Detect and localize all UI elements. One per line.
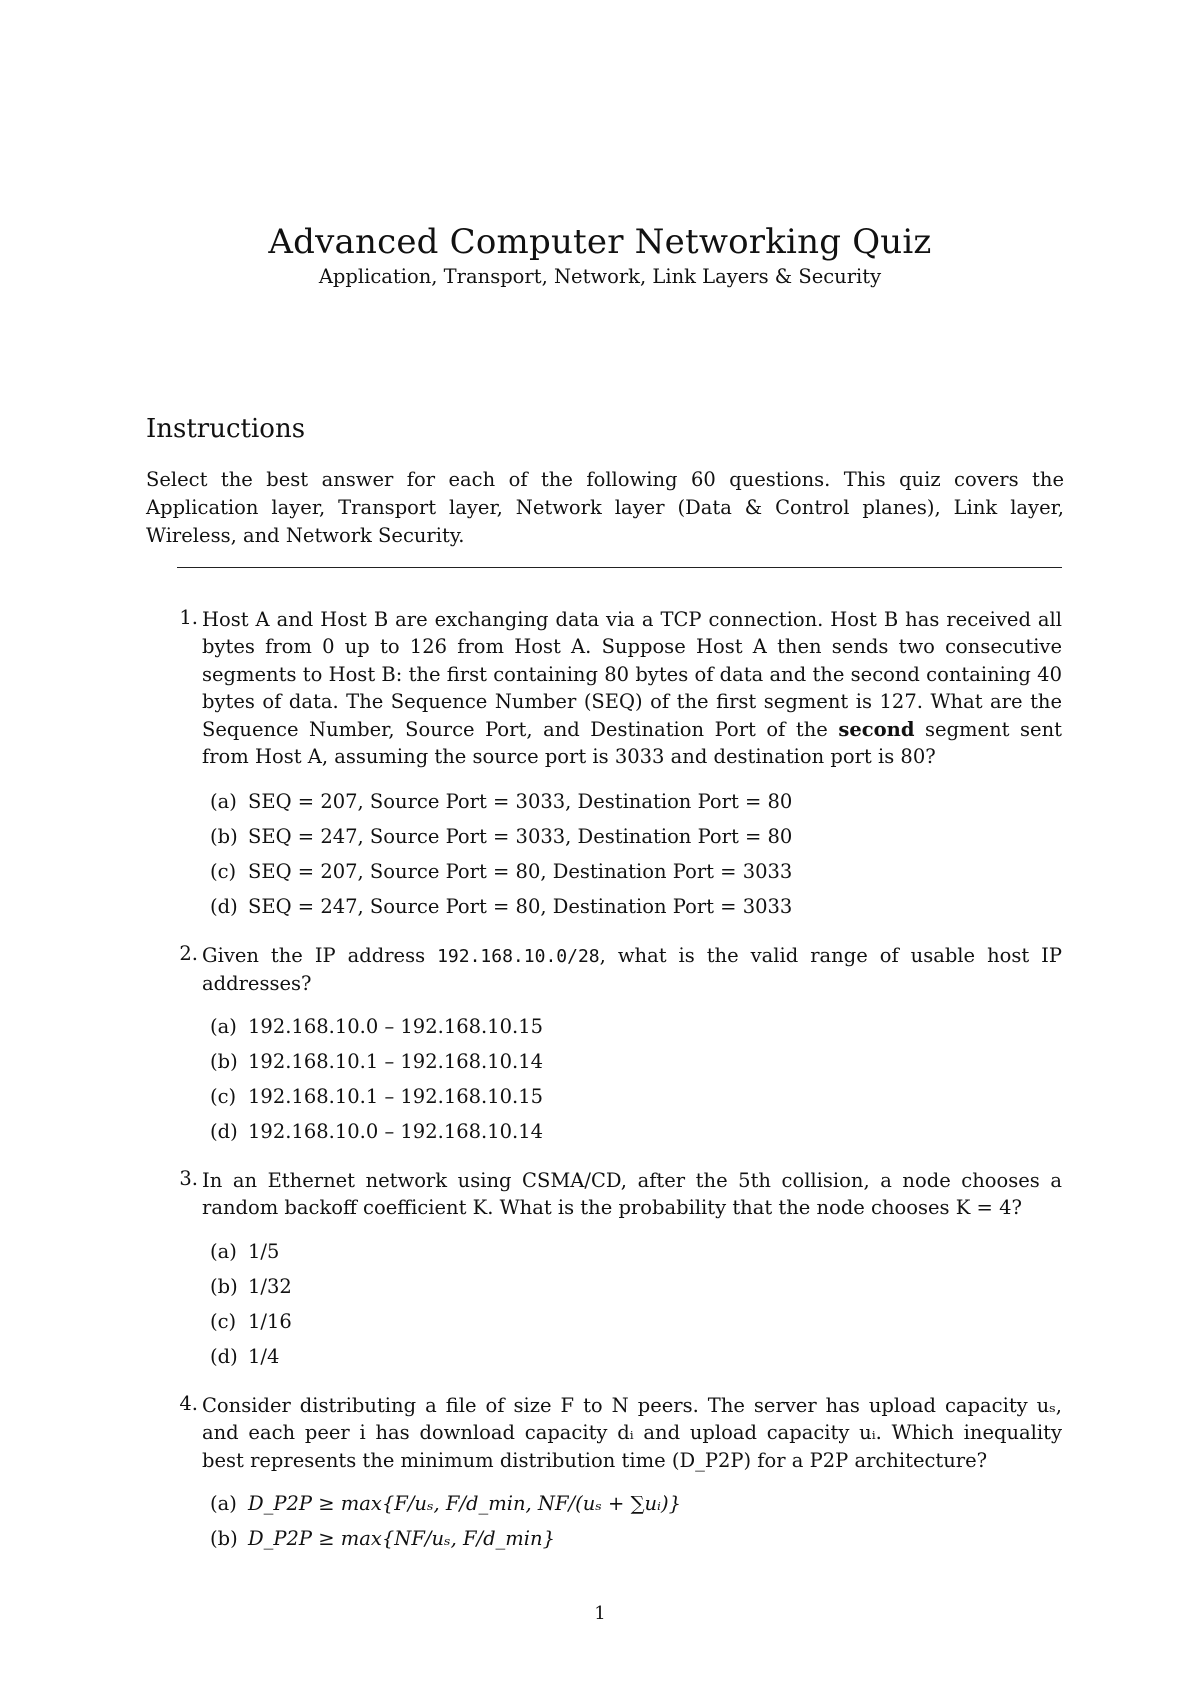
question-2-option-a[interactable] [210,1015,543,1038]
question-2-option-c[interactable] [210,1085,543,1108]
question-3-text: In an Ethernet network using CSMA/CD, after the 5th collision, a node chooses a random backoff coefficient K. What is the probability that the node chooses K = 4? [202,1169,1062,1220]
question-3-option-d[interactable] [210,1345,279,1368]
question-2-text [202,942,1062,998]
question-1-bold-word: second [838,717,915,741]
question-1-option-d[interactable] [210,895,792,918]
question-1-option-c[interactable] [210,860,792,883]
question-2-text-part-b: , what is the valid range of usable host IP addresses? [202,944,1063,996]
question-2-option-d[interactable] [210,1120,543,1143]
option-label: (c) [210,860,237,883]
option-label: (b) [210,1050,238,1073]
option-text: SEQ = 207, Source Port = 80, Destination Port = 3033 [248,860,793,883]
option-label: (d) [210,895,238,918]
option-label: (c) [210,1310,237,1333]
option-label: (a) [210,1015,237,1038]
option-text: D_P2P ≥ max{NF/uₛ, F/d_min} [248,1527,556,1550]
option-text: 1/5 [248,1240,280,1263]
option-label: (b) [210,1275,238,1298]
option-text: 192.168.10.1 – 192.168.10.15 [248,1085,544,1108]
question-1-text-part-a: Host A and Host B are exchanging data via a TCP connection. Host B has received all bytes from 0 up to 126 from Host A. Suppose Host A then sends two consecutive segments to Host B: the first containing 80 bytes of data and the second containing 40 bytes of data. The Sequence Number (SEQ) of the first segment is 127. What are the Sequence Number, Source Port, and Destination Port of the [202,608,1062,741]
question-4-text: Consider distributing a file of size F to N peers. The server has upload capacity uₛ, and each peer i has download capacity dᵢ and upload capacity uᵢ. Which inequality best represents the minimum distribution time (D_P2P) for a P2P architecture? [202,1394,1062,1472]
option-text: 1/32 [248,1275,292,1298]
question-2-address: 192.168.10.0/28 [437,946,600,967]
question-4-number: 4. [179,1392,198,1415]
option-label: (a) [210,790,237,813]
option-label: (d) [210,1345,238,1368]
question-1-number: 1. [179,606,198,629]
question-1-text-part-b: segment sent from Host A, assuming the source port is 3033 and destination port is 80? [202,717,1062,769]
question-4-option-a[interactable] [210,1492,681,1515]
question-3-option-c[interactable] [210,1310,292,1333]
option-text: SEQ = 247, Source Port = 3033, Destination Port = 80 [248,825,793,848]
quiz-subtitle: Application, Transport, Network, Link Layers & Security [318,265,882,288]
quiz-title: Advanced Computer Networking Quiz [268,222,932,262]
option-text: D_P2P ≥ max{F/uₛ, F/d_min, NF/(uₛ + ∑uᵢ)} [248,1492,681,1515]
question-3-number: 3. [179,1167,198,1190]
option-text: 192.168.10.0 – 192.168.10.14 [248,1120,544,1143]
question-1-option-b[interactable] [210,825,792,848]
question-1-text [202,606,1062,770]
option-text: SEQ = 247, Source Port = 80, Destination Port = 3033 [248,895,793,918]
option-text: 192.168.10.1 – 192.168.10.14 [248,1050,544,1073]
horizontal-rule [177,567,1062,568]
question-3-option-b[interactable] [210,1275,292,1298]
option-text: 1/16 [248,1310,292,1333]
instructions-heading: Instructions [146,414,306,444]
option-label: (c) [210,1085,237,1108]
option-text: SEQ = 207, Source Port = 3033, Destination Port = 80 [248,790,793,813]
option-label: (a) [210,1492,237,1515]
option-text: 1/4 [248,1345,280,1368]
question-2-option-b[interactable] [210,1050,543,1073]
question-3-option-a[interactable] [210,1240,279,1263]
option-label: (a) [210,1240,237,1263]
question-2-number: 2. [179,942,198,965]
option-label: (b) [210,1527,238,1550]
question-2-text-part-a: Given the IP address [202,944,426,967]
option-label: (b) [210,825,238,848]
question-1-option-a[interactable] [210,790,792,813]
page-number: 1 [594,1603,606,1624]
instructions-text: Select the best answer for each of the following 60 questions. This quiz covers the Application layer, Transport layer, Network layer (Data & Control planes), Link layer, Wireless, and Network Security. [146,468,1064,547]
option-label: (d) [210,1120,238,1143]
question-4-option-b[interactable] [210,1527,555,1550]
option-text: 192.168.10.0 – 192.168.10.15 [248,1015,544,1038]
